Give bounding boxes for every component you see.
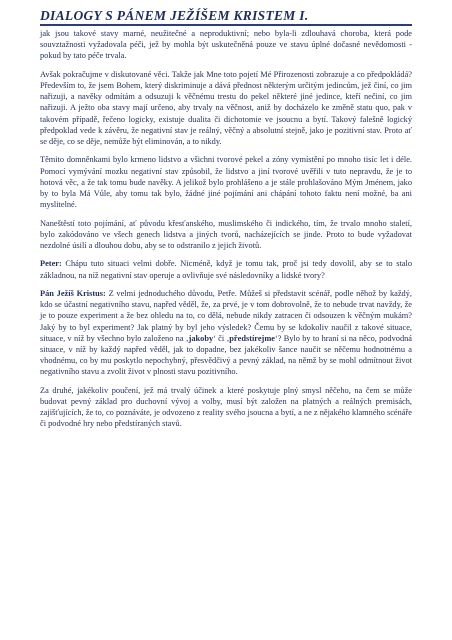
paragraph-text: Chápu tuto situaci velmi dobře. Nicméně, když je tomu tak, proč jsi tedy dovolil, aby se to stalo základnou, na níž negativní stav operuje a ovlivňuje své následovníky a lidské tvory? <box>40 259 412 280</box>
paragraph-text: Těmito domněnkami bylo krmeno lidstvo a všichni tvorové pekel a zóny vymístění po mnoho tisíc let i déle. Pomocí vymývání mozku negativní stav způsobil, že lidstvo a jiní tvorové uvěřili v tuto nepravdu, že je to hotová věc, a že tak tomu bude navěky. A jelikož bylo prohlášeno a je stále prohlašováno Mým Jménem, jako by to byla Má Vůle, aby tomu tak bylo, žádné jiné pojímání ani chápání tohoto faktu není možné, ba ani myslitelné. <box>40 155 412 210</box>
paragraph <box>40 154 412 210</box>
paragraph-text: Za druhé, jakékoliv poučení, jež má trvalý účinek a které poskytuje plný smysl něčeho, na čem se může budovat pevný základ pro duchovní vývoj a volby, musí být založen na platných a reálných premisách, zajišťujících, že to, co poznáváte, je odvozeno z reality svého jsoucna a bytí, a ne z nějakého klamného scénáře či podvodné hry nebo předstíraných stavů. <box>40 385 412 429</box>
dialogue-paragraph <box>40 288 412 378</box>
dialogue-paragraph <box>40 258 412 280</box>
page-title: DIALOGY S PÁNEM JEŽÍŠEM KRISTEM I. <box>40 8 309 23</box>
paragraph-text: Avšak pokračujme v diskutované věci. Takže jak Mne toto pojetí Mé Přirozenosti zobrazuje a co předpokládá? Především to, že jsem Bohem, který diskriminuje a dává přednost některým určitým jedincům, jež činí, co jim nařizuji, a navěky odmítám a odsuzuji k věčnému trestu do pekel některé jiné jedince, kteří nečiní, co jim nařizuji. A ježto oba stavy mají určeno, aby trvaly na věčnost, aniž by docházelo ke změně statu quo, pak v takovém případě, řečeno logicky, existuje dualita či dichotomie ve jsoucnu a bytí. Takový falešně logický předpoklad vede k závěru, že negativní stav je reálný, věčný a absolutní stejně, jako je pozitivní stav. Proto ať se děje, co se děje, nemůže být eliminován, a to nikdy. <box>40 69 412 147</box>
speaker-label: Pán Ježíš Kristus: <box>40 289 106 298</box>
document-body <box>40 28 412 430</box>
paragraph <box>40 69 412 147</box>
quoted-term: předstírejme <box>229 333 275 343</box>
paragraph <box>40 218 412 252</box>
paragraph-text: Z velmi jednoduchého důvodu, Petře. Můžeš si představit scénář, podle něhož by každý, kdo se účastní negativního stavu, napřed věděl, že, za prvé, je v tom dobrovolně, že to nebude trvat navždy, že je to pouze experiment a že bez ohledu na to, co dělá, nebude nikdy zatracen či odsouzen k věčným mukám? Jaký by to byl experiment? Jak platný by byl jeho výsledek? Čemu by se kdokoliv naučil z takové situace, situace, v níž by všechno bylo založeno na ‚ <box>40 289 412 343</box>
paragraph-text: Naneštěstí toto pojímání, ať původu křesťanského, muslimského či indického, tím, že trvalo mnoho staletí, bylo zakódováno ve všech genech lidstva a jiných tvorů, nacházejících se jinde. Proto to bude vyžadovat nezdolné úsilí a dlouhou dobu, aby se to odstranilo z jejich životů. <box>40 218 412 251</box>
quoted-term: jakoby <box>188 333 214 343</box>
paragraph-text: ‘ či ‚ <box>213 333 230 343</box>
paragraph <box>40 28 412 62</box>
page-header <box>40 8 412 26</box>
paragraph-text: jak jsou takové stavy marné, neužitečné a neproduktivní; nebo byla-li zdlouhavá choroba, která pode souvztažnosti vyžadovala péči, jež by mohla být uskutečněná pouze ve stavu úplné dočasné nevědomosti - pokud by tato péče trvala. <box>40 29 412 61</box>
paragraph-text: ‘? Bylo by to hraní si na něco, podvodná situace, v níž by každý napřed věděl, jak to dopadne, bez jakékoliv šance naučit se něčemu hodnotnému a vhodnému, co by mu poskytlo nepochybný, přesvědčivý a pevný základ, na němž by se mohl odmítnout život negativního stavu a zvolit život v plnosti stavu pozitivního. <box>40 333 412 377</box>
document-page <box>40 8 412 437</box>
speaker-label: Peter: <box>40 259 62 269</box>
paragraph <box>40 385 412 430</box>
